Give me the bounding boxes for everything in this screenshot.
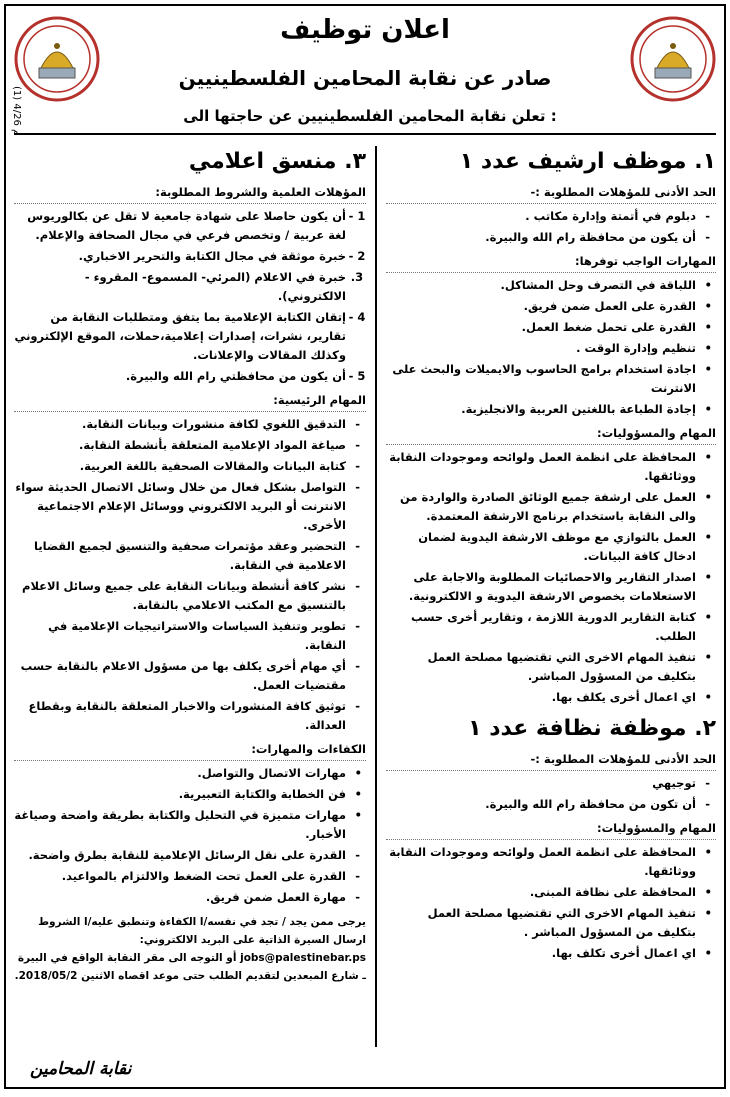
- list-item: - أن يكون من محافظة رام الله والبيرة.: [386, 228, 716, 247]
- job3-duties-list: [14, 415, 366, 735]
- list-item: - نشر كافة أنشطة وبيانات النقابة على جميع وسائل الاعلام بالتنسيق مع المكتب الاعلامي بالنقابة.: [14, 577, 366, 615]
- item-number: 3.: [350, 270, 364, 284]
- item-text: خبرة موثقة في مجال الكتابة والتحرير الاخباري.: [78, 249, 346, 263]
- list-item: - القدرة على العمل تحت الضغط والالتزام بالمواعيد.: [14, 867, 366, 886]
- list-item: • اي اعمال أخرى يكلف بها.: [386, 688, 716, 707]
- bar-association-logo-left: [14, 16, 100, 102]
- list-item: - كتابة البيانات والمقالات الصحفية باللغة العربية.: [14, 457, 366, 476]
- list-item: - التحضير وعقد مؤتمرات صحفية والتنسيق لجميع القضايا الاعلامية في النقابة.: [14, 537, 366, 575]
- job3-skills-heading: الكفاءات والمهارات:: [14, 740, 366, 761]
- list-item: - توثيق كافة المنشورات والاخبار المتعلقة بالنقابة وبقطاع العدالة.: [14, 697, 366, 735]
- item-number: 1 -: [348, 209, 366, 223]
- item-number: 2 -: [348, 249, 366, 263]
- numbered-list-item: [14, 367, 366, 386]
- announcement-subtitle: صادر عن نقابة المحامين الفلسطينيين: [178, 66, 552, 90]
- item-text: أن يكون من محافظتي رام الله والبيرة.: [125, 369, 346, 383]
- numbered-list-item: [14, 308, 366, 365]
- list-item: • اجادة استخدام برامج الحاسوب والايميلات والبحث على الانترنت: [386, 360, 716, 398]
- job1-skills-list: [386, 276, 716, 419]
- list-item: • تنظيم وإدارة الوقت .: [386, 339, 716, 358]
- job3-qualifications-list: [14, 207, 366, 386]
- side-reference-code: (1) 4/26 م: [11, 86, 22, 136]
- job-announcement-page: [4, 4, 726, 1089]
- left-column: [14, 146, 366, 985]
- item-text: إتقان الكتابة الإعلامية بما يتفق ومتطلبات النقابة من تقارير، نشرات، إصدارات إعلامية،حملات، الموقع الإلكتروني وكذلك المقالات والإعلانات.: [14, 310, 346, 362]
- job2-duties-list: [386, 843, 716, 963]
- list-item: • اصدار التقارير والاحصائيات المطلوبة والاجابة على الاستعلامات بخصوص الارشفة اليدوية و الالكترونية.: [386, 568, 716, 606]
- item-text: أن يكون حاصلا على شهادة جامعية لا تقل عن بكالوريوس لغة عربية / وتخصص فرعي في مجال الصحافة والإعلام.: [27, 209, 346, 242]
- list-item: • المحافظة على انظمة العمل ولوائحه وموجودات النقابة ووثائقها.: [386, 448, 716, 486]
- list-item: • المحافظة على انظمة العمل ولوائحه وموجودات النقابة ووثائقها.: [386, 843, 716, 881]
- job1-title: ١. موظف ارشيف عدد ١: [459, 149, 716, 174]
- list-item: • إجادة الطباعة باللغتين العربية والانجليزية.: [386, 400, 716, 419]
- right-column: [386, 146, 716, 965]
- header-divider: [14, 133, 716, 135]
- list-item: - التدقيق اللغوي لكافة منشورات وبيانات النقابة.: [14, 415, 366, 434]
- list-item: • تنفيذ المهام الاخرى التي تقتضيها مصلحة العمل بتكليف من المسؤول المباشر.: [386, 648, 716, 686]
- list-item: • فن الخطابة والكتابة التعبيرية.: [14, 785, 366, 804]
- list-item: - توجيهي: [386, 774, 716, 793]
- job3-qualifications-heading: المؤهلات العلمية والشروط المطلوبة:: [14, 183, 366, 204]
- column-divider: [375, 146, 377, 1047]
- list-item: • مهارات الاتصال والتواصل.: [14, 764, 366, 783]
- item-number: 5 -: [348, 369, 366, 383]
- numbered-list-item: [14, 247, 366, 266]
- job2-title: ٢. موظفة نظافة عدد ١: [468, 716, 716, 741]
- bar-association-logo-right: [630, 16, 716, 102]
- item-number: 4 -: [348, 310, 366, 324]
- numbered-list-item: [14, 207, 366, 245]
- job2-duties-heading: المهام والمسؤوليات:: [386, 819, 716, 840]
- job2-qualifications-list: [386, 774, 716, 814]
- job1-skills-heading: المهارات الواجب توفرها:: [386, 252, 716, 273]
- numbered-list-item: [14, 268, 366, 306]
- list-item: • اللباقة في التصرف وحل المشاكل.: [386, 276, 716, 295]
- job1-duties-heading: المهام والمسؤوليات:: [386, 424, 716, 445]
- list-item: • كتابة التقارير الدورية اللازمة ، وتقارير أخرى حسب الطلب.: [386, 608, 716, 646]
- list-item: - التواصل بشكل فعال من خلال وسائل الاتصال الحديثة سواء الانترنت أو البريد الالكتروني ووسائل الإعلام الاجتماعية الأخرى.: [14, 478, 366, 535]
- job1-duties-list: [386, 448, 716, 707]
- list-item: - دبلوم في أتمتة وإدارة مكاتب .: [386, 207, 716, 226]
- list-item: • مهارات متميزة في التحليل والكتابة بطريقة واضحة وصياغة الأخبار.: [14, 806, 366, 844]
- list-item: • القدرة على تحمل ضغط العمل.: [386, 318, 716, 337]
- announcement-title: اعلان توظيف: [280, 15, 450, 45]
- list-item: • العمل على ارشفة جميع الوثائق الصادرة والواردة من والى النقابة باستخدام برنامج الارشفة المعتمدة.: [386, 488, 716, 526]
- list-item: • المحافظة على نظافة المبنى.: [386, 883, 716, 902]
- list-item: • اي اعمال أخرى تكلف بها.: [386, 944, 716, 963]
- list-item: - صياغة المواد الإعلامية المتعلقة بأنشطة النقابة.: [14, 436, 366, 455]
- job1-qualifications-list: [386, 207, 716, 247]
- job2-qualifications-heading: الحد الأدنى للمؤهلات المطلوبة :-: [386, 750, 716, 771]
- list-item: • القدرة على العمل ضمن فريق.: [386, 297, 716, 316]
- job3-skills-list: [14, 764, 366, 907]
- announcement-intro: تعلن نقابة المحامين الفلسطينيين عن حاجتها الى :: [183, 107, 557, 125]
- job1-qualifications-heading: الحد الأدنى للمؤهلات المطلوبة :-: [386, 183, 716, 204]
- application-instructions: يرجى ممن يجد / تجد في نفسه/ا الكفاءة وتنطبق عليه/ا الشروط ارسال السيرة الذاتية على البريد الالكتروني: jobs@palestinebar.ps أو التوجه الى مقر النقابة الواقع في البيرة ـ شارع المبعدين لتقديم الطلب حتى موعد اقصاه الاثنين 2018/05/2.: [14, 916, 366, 982]
- list-item: - مهارة العمل ضمن فريق.: [14, 888, 366, 907]
- list-item: - أي مهام أخرى يكلف بها من مسؤول الاعلام بالنقابة حسب مقتضيات العمل.: [14, 657, 366, 695]
- signature: نقابة المحامين: [30, 1059, 132, 1079]
- list-item: • العمل بالتوازي مع موظف الارشفة اليدوية لضمان ادخال كافة البيانات.: [386, 528, 716, 566]
- list-item: - أن تكون من محافظة رام الله والبيرة.: [386, 795, 716, 814]
- list-item: • تنفيذ المهام الاخرى التي تقتضيها مصلحة العمل بتكليف من المسؤول المباشر .: [386, 904, 716, 942]
- job3-duties-heading: المهام الرئيسية:: [14, 391, 366, 412]
- list-item: - تطوير وتنفيذ السياسات والاستراتيجيات الإعلامية في النقابة.: [14, 617, 366, 655]
- item-text: خبرة في الاعلام (المرئي- المسموع- المقروء - الالكتروني).: [84, 270, 346, 303]
- list-item: - القدرة على نقل الرسائل الإعلامية للنقابة بطرق واضحة.: [14, 846, 366, 865]
- job3-title: ٣. منسق اعلامي: [188, 149, 366, 174]
